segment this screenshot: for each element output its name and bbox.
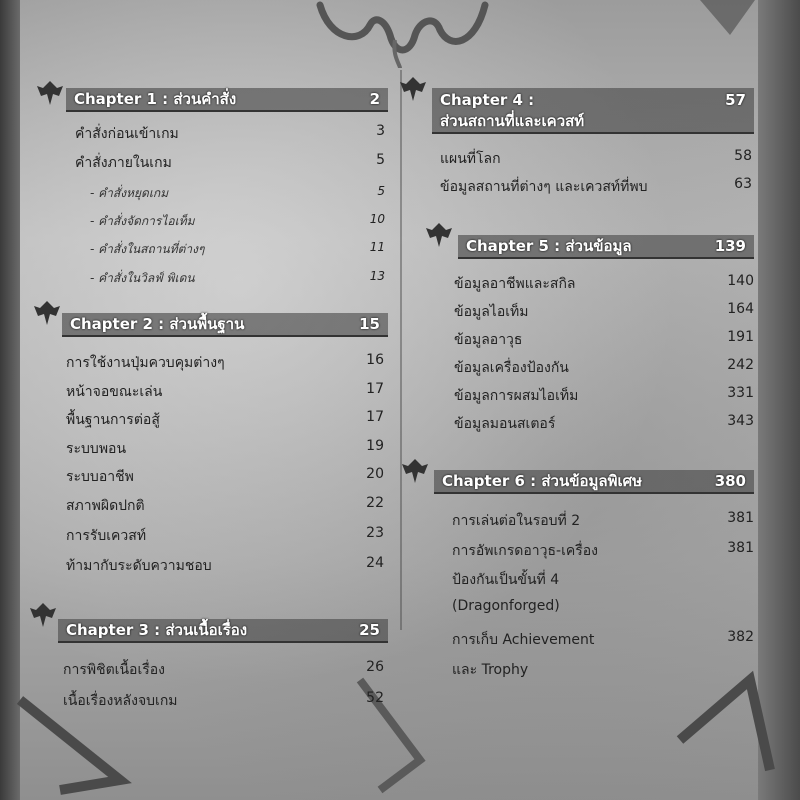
- toc-entry[interactable]: [454, 357, 754, 379]
- entry-label: พื้นฐานการต่อสู้: [66, 412, 160, 428]
- page-number: 139: [714, 237, 746, 255]
- entry-label: เนื้อเรื่องหลังจบเกม: [63, 693, 178, 709]
- chapter-title: Chapter 4 :: [440, 91, 535, 109]
- entry-page: 381: [727, 540, 754, 556]
- entry-page: 5: [377, 184, 385, 198]
- chapter-title-block: [440, 91, 584, 133]
- entry-page: 16: [366, 352, 384, 368]
- entry-label: และ Trophy: [452, 662, 529, 678]
- entry-label: หน้าจอขณะเล่น: [66, 384, 163, 400]
- entry-page: 242: [727, 357, 754, 373]
- entry-page: 52: [366, 690, 384, 706]
- chapter-2-heading[interactable]: [62, 313, 388, 337]
- toc-entry[interactable]: [63, 690, 384, 712]
- entry-label: การอัพเกรดอาวุธ-เครื่อง: [452, 543, 599, 559]
- entry-page: 382: [727, 629, 754, 645]
- entry-page: 140: [727, 273, 754, 289]
- entry-page: 26: [366, 659, 384, 675]
- chapter-1-heading[interactable]: [66, 88, 388, 112]
- entry-label: ข้อมูลเครื่องป้องกัน: [454, 360, 569, 376]
- entry-label: ข้อมูลอาชีพและสกิล: [454, 276, 576, 292]
- dragon-ornament-icon: [300, 0, 500, 70]
- entry-label: การใช้งานปุ่มควบคุมต่างๆ: [66, 355, 225, 371]
- toc-entry[interactable]: [66, 495, 384, 517]
- chapter-title: Chapter 1 : ส่วนคำสั่ง: [74, 90, 237, 108]
- toc-entry[interactable]: [66, 525, 384, 547]
- entry-page: 191: [727, 329, 754, 345]
- chapter-title: Chapter 6 : ส่วนข้อมูลพิเศษ: [442, 472, 642, 490]
- toc-entry[interactable]: [452, 598, 754, 614]
- page-number: 2: [369, 90, 380, 108]
- chapter-4-heading[interactable]: [432, 88, 754, 134]
- entry-page: 63: [734, 176, 752, 192]
- entry-page: 13: [369, 269, 385, 283]
- entry-page: 381: [727, 510, 754, 526]
- chapter-5-heading[interactable]: [458, 235, 754, 259]
- entry-page: 58: [734, 148, 752, 164]
- toc-entry[interactable]: [454, 273, 754, 295]
- entry-page: 10: [369, 212, 385, 226]
- toc-entry[interactable]: [452, 569, 754, 591]
- entry-label: ข้อมูลการผสมไอเท็ม: [454, 388, 579, 404]
- dragon-emblem-icon: [35, 78, 65, 108]
- toc-entry[interactable]: [452, 659, 754, 681]
- toc-entry[interactable]: [452, 510, 754, 532]
- toc-subentry[interactable]: [90, 269, 385, 288]
- toc-entry[interactable]: [66, 352, 384, 374]
- entry-page: 17: [366, 409, 384, 425]
- entry-label: แผนที่โลก: [440, 151, 501, 167]
- chapter-6-heading[interactable]: [434, 470, 754, 494]
- dragon-emblem-icon: [398, 74, 428, 104]
- entry-label: ข้อมูลสถานที่ต่างๆ และเควสท์ที่พบ: [440, 179, 648, 195]
- toc-entry[interactable]: [454, 329, 754, 351]
- entry-label: - คำสั่งจัดการไอเท็ม: [90, 214, 195, 228]
- toc-entry[interactable]: [452, 629, 754, 651]
- toc-entry[interactable]: [440, 176, 752, 198]
- toc-entry[interactable]: [454, 301, 754, 323]
- toc-entry[interactable]: [66, 466, 384, 488]
- entry-page: 331: [727, 385, 754, 401]
- entry-label: ข้อมูลมอนสเตอร์: [454, 416, 556, 432]
- entry-label: ข้อมูลอาวุธ: [454, 332, 523, 348]
- chapter-title-line2: ส่วนสถานที่และเควสท์: [440, 112, 585, 130]
- toc-entry[interactable]: [66, 381, 384, 403]
- chapter-title: Chapter 5 : ส่วนข้อมูล: [466, 237, 632, 255]
- entry-label: การพิชิตเนื้อเรื่อง: [63, 662, 165, 678]
- page-number: 25: [359, 621, 380, 639]
- toc-entry[interactable]: [454, 385, 754, 407]
- entry-page: 343: [727, 413, 754, 429]
- toc-subentry[interactable]: [90, 184, 385, 203]
- toc-entry[interactable]: [452, 540, 754, 562]
- toc-entry[interactable]: [75, 123, 385, 145]
- chapter-title: Chapter 3 : ส่วนเนื้อเรื่อง: [66, 621, 248, 639]
- corner-flourish-top-right: [700, 0, 760, 40]
- toc-entry[interactable]: [66, 555, 384, 577]
- column-divider: [400, 70, 402, 630]
- page-number: 15: [359, 315, 380, 333]
- toc-subentry[interactable]: [90, 212, 385, 231]
- page-number: 57: [725, 91, 746, 109]
- entry-page: 20: [366, 466, 384, 482]
- chapter-3-heading[interactable]: [58, 619, 388, 643]
- entry-label: สภาพผิดปกติ: [66, 498, 145, 514]
- entry-label: ป้องกันเป็นขั้นที่ 4: [452, 572, 560, 588]
- entry-label: (Dragonforged): [452, 598, 560, 614]
- entry-label: ระบบพอน: [66, 441, 127, 457]
- entry-page: 23: [366, 525, 384, 541]
- toc-entry[interactable]: [66, 409, 384, 431]
- entry-page: 5: [376, 152, 385, 168]
- dragon-emblem-icon: [424, 220, 454, 250]
- page-number: 380: [714, 472, 746, 490]
- entry-label: ข้อมูลไอเท็ม: [454, 304, 529, 320]
- dragon-emblem-icon: [32, 298, 62, 328]
- dragon-emblem-icon: [400, 456, 430, 486]
- toc-entry[interactable]: [75, 152, 385, 174]
- entry-page: 164: [727, 301, 754, 317]
- dragon-emblem-icon: [28, 600, 58, 630]
- toc-entry[interactable]: [63, 659, 384, 681]
- entry-page: 22: [366, 495, 384, 511]
- entry-page: 24: [366, 555, 384, 571]
- toc-entry[interactable]: [440, 148, 752, 170]
- entry-page: 17: [366, 381, 384, 397]
- entry-label: - คำสั่งหยุดเกม: [90, 186, 169, 200]
- entry-label: - คำสั่งในวิลฟ์ พิเดน: [90, 271, 195, 285]
- chapter-title: Chapter 2 : ส่วนพื้นฐาน: [70, 315, 245, 333]
- toc-entry[interactable]: [66, 438, 384, 460]
- toc-subentry[interactable]: [90, 240, 385, 259]
- entry-label: คำสั่งภายในเกม: [75, 155, 172, 171]
- toc-entry[interactable]: [454, 413, 754, 435]
- entry-label: การเล่นต่อในรอบที่ 2: [452, 513, 581, 529]
- entry-label: ระบบอาชีพ: [66, 469, 134, 485]
- entry-label: ท้ามากับระดับความชอบ: [66, 558, 212, 574]
- entry-label: การเก็บ Achievement: [452, 632, 595, 648]
- entry-page: 3: [376, 123, 385, 139]
- entry-label: คำสั่งก่อนเข้าเกม: [75, 126, 179, 142]
- entry-page: 11: [369, 240, 385, 254]
- entry-page: 19: [366, 438, 384, 454]
- entry-label: - คำสั่งในสถานที่ต่างๆ: [90, 242, 205, 256]
- entry-label: การรับเควสท์: [66, 528, 147, 544]
